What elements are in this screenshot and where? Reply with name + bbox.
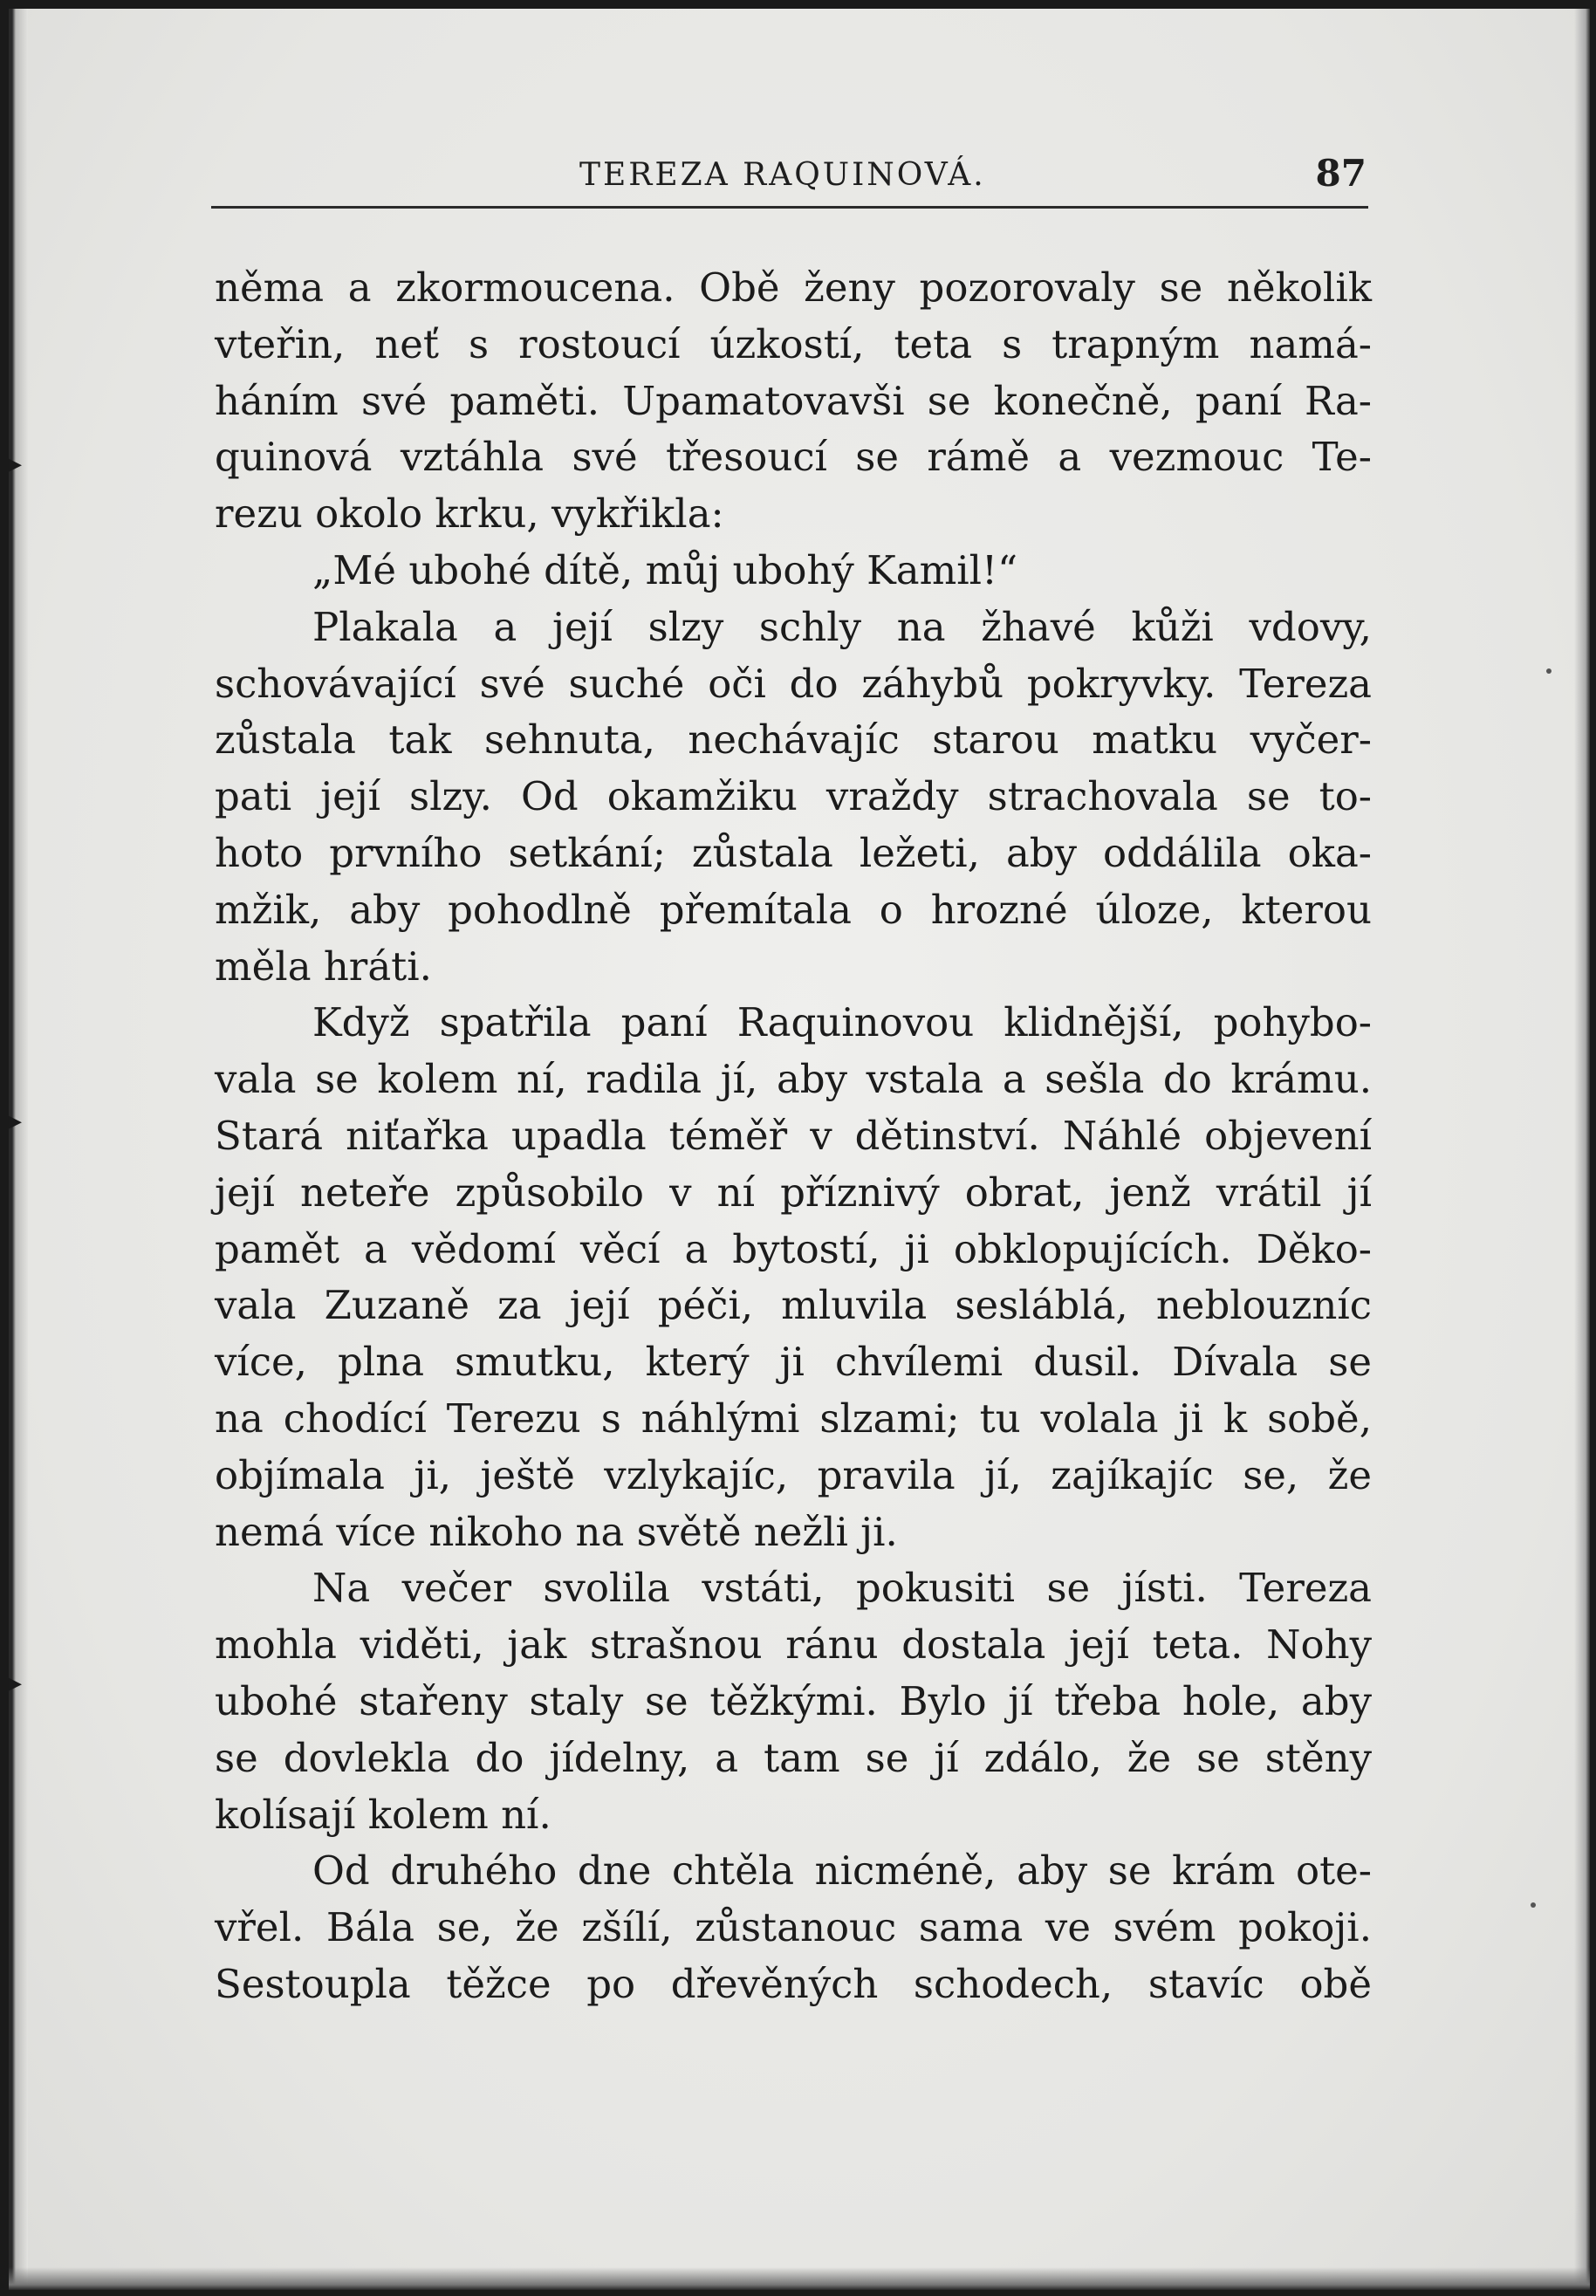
text-line: Plakala a její slzy schly na žhavé kůži vdovy, (312, 603, 1372, 650)
text-line: háním své paměti. Upamatovavši se konečně, paní Ra- (215, 377, 1372, 424)
text-line: vteřin, neť s rostoucí úzkostí, teta s trapným namá- (215, 320, 1372, 367)
text-line: pamět a vědomí věcí a bytostí, ji obklopujících. Děko- (215, 1225, 1372, 1272)
text-line: mžik, aby pohodlně přemítala o hrozné úloze, kterou (215, 886, 1372, 933)
text-line: quinová vztáhla své třesoucí se rámě a vezmouc Te- (215, 434, 1372, 481)
binding-mark-icon: ▸ (9, 449, 23, 479)
text-line: něma a zkormoucena. Obě ženy pozorovaly se několik (215, 264, 1372, 311)
text-line: Sestoupla těžce po dřevěných schodech, stavíc obě (215, 1960, 1372, 2007)
text-line: Na večer svolila vstáti, pokusiti se jísti. Tereza (312, 1565, 1372, 1612)
text-line: pati její slzy. Od okamžiku vraždy strachovala se to- (215, 773, 1372, 820)
dialogue-paragraph (215, 543, 1372, 600)
text-line: její neteře způsobilo v ní příznivý obrat, jenž vrátil jí (215, 1169, 1372, 1216)
text-line: kolísají kolem ní. (215, 1791, 551, 1838)
text-line: vřel. Bála se, že zšílí, zůstanouc sama ve svém pokoji. (215, 1904, 1372, 1951)
text-line: Stará niťařka upadla téměř v dětinství. Náhlé objevení (215, 1112, 1372, 1159)
text-line: měla hráti. (215, 942, 432, 990)
paper-speck (1531, 1902, 1536, 1908)
text-line: „Mé ubohé dítě, můj ubohý Kamil!“ (312, 546, 1018, 593)
text-line: více, plna smutku, který ji chvílemi dusil. Dívala se (215, 1339, 1372, 1386)
text-line: se dovlekla do jídelny, a tam se jí zdálo, že se stěny (215, 1734, 1372, 1781)
page-header (211, 147, 1368, 209)
paragraph (215, 995, 1372, 1560)
paragraph (215, 1843, 1372, 2012)
page-right-edge (1574, 9, 1590, 2290)
body-text (215, 260, 1372, 2013)
text-line: objímala ji, ještě vzlykajíc, pravila jí, zajíkajíc se, že (215, 1451, 1372, 1498)
page-number: 87 (1315, 152, 1367, 195)
text-line: Když spatřila paní Raquinovou klidnější, pohybo- (312, 999, 1372, 1046)
text-line: na chodící Terezu s náhlými slzami; tu volala ji k sobě, (215, 1395, 1372, 1442)
text-line: rezu okolo krku, vykřikla: (215, 490, 724, 538)
running-title: TEREZA RAQUINOVÁ. (579, 157, 986, 193)
text-line: vala Zuzaně za její péči, mluvila sesláblá, neblouzníc (215, 1282, 1372, 1329)
binding-mark-icon: ▸ (9, 1668, 23, 1698)
text-line: vala se kolem ní, radila jí, aby vstala a sešla do krámu. (215, 1056, 1372, 1103)
text-line: schovávající své suché oči do záhybů pokryvky. Tereza (215, 660, 1372, 707)
text-line: ubohé stařeny staly se těžkými. Bylo jí třeba hole, aby (215, 1677, 1372, 1724)
paragraph (215, 260, 1372, 543)
text-line: Od druhého dne chtěla nicméně, aby se krám ote- (312, 1847, 1372, 1895)
page-bottom-edge (9, 2267, 1590, 2290)
text-line: mohla viděti, jak strašnou ránu dostala její teta. Nohy (215, 1621, 1372, 1669)
paper-speck (1546, 668, 1551, 674)
paragraph (215, 600, 1372, 996)
text-line: hoto prvního setkání; zůstala ležeti, aby oddálila oka- (215, 829, 1372, 876)
page-left-edge (9, 9, 28, 2290)
text-line: nemá více nikoho na světě nežli ji. (215, 1508, 898, 1555)
paragraph (215, 1560, 1372, 1843)
text-line: zůstala tak sehnuta, nechávajíc starou matku vyčer- (215, 716, 1372, 764)
book-page (9, 9, 1590, 2290)
binding-mark-icon: ▸ (9, 1106, 23, 1136)
